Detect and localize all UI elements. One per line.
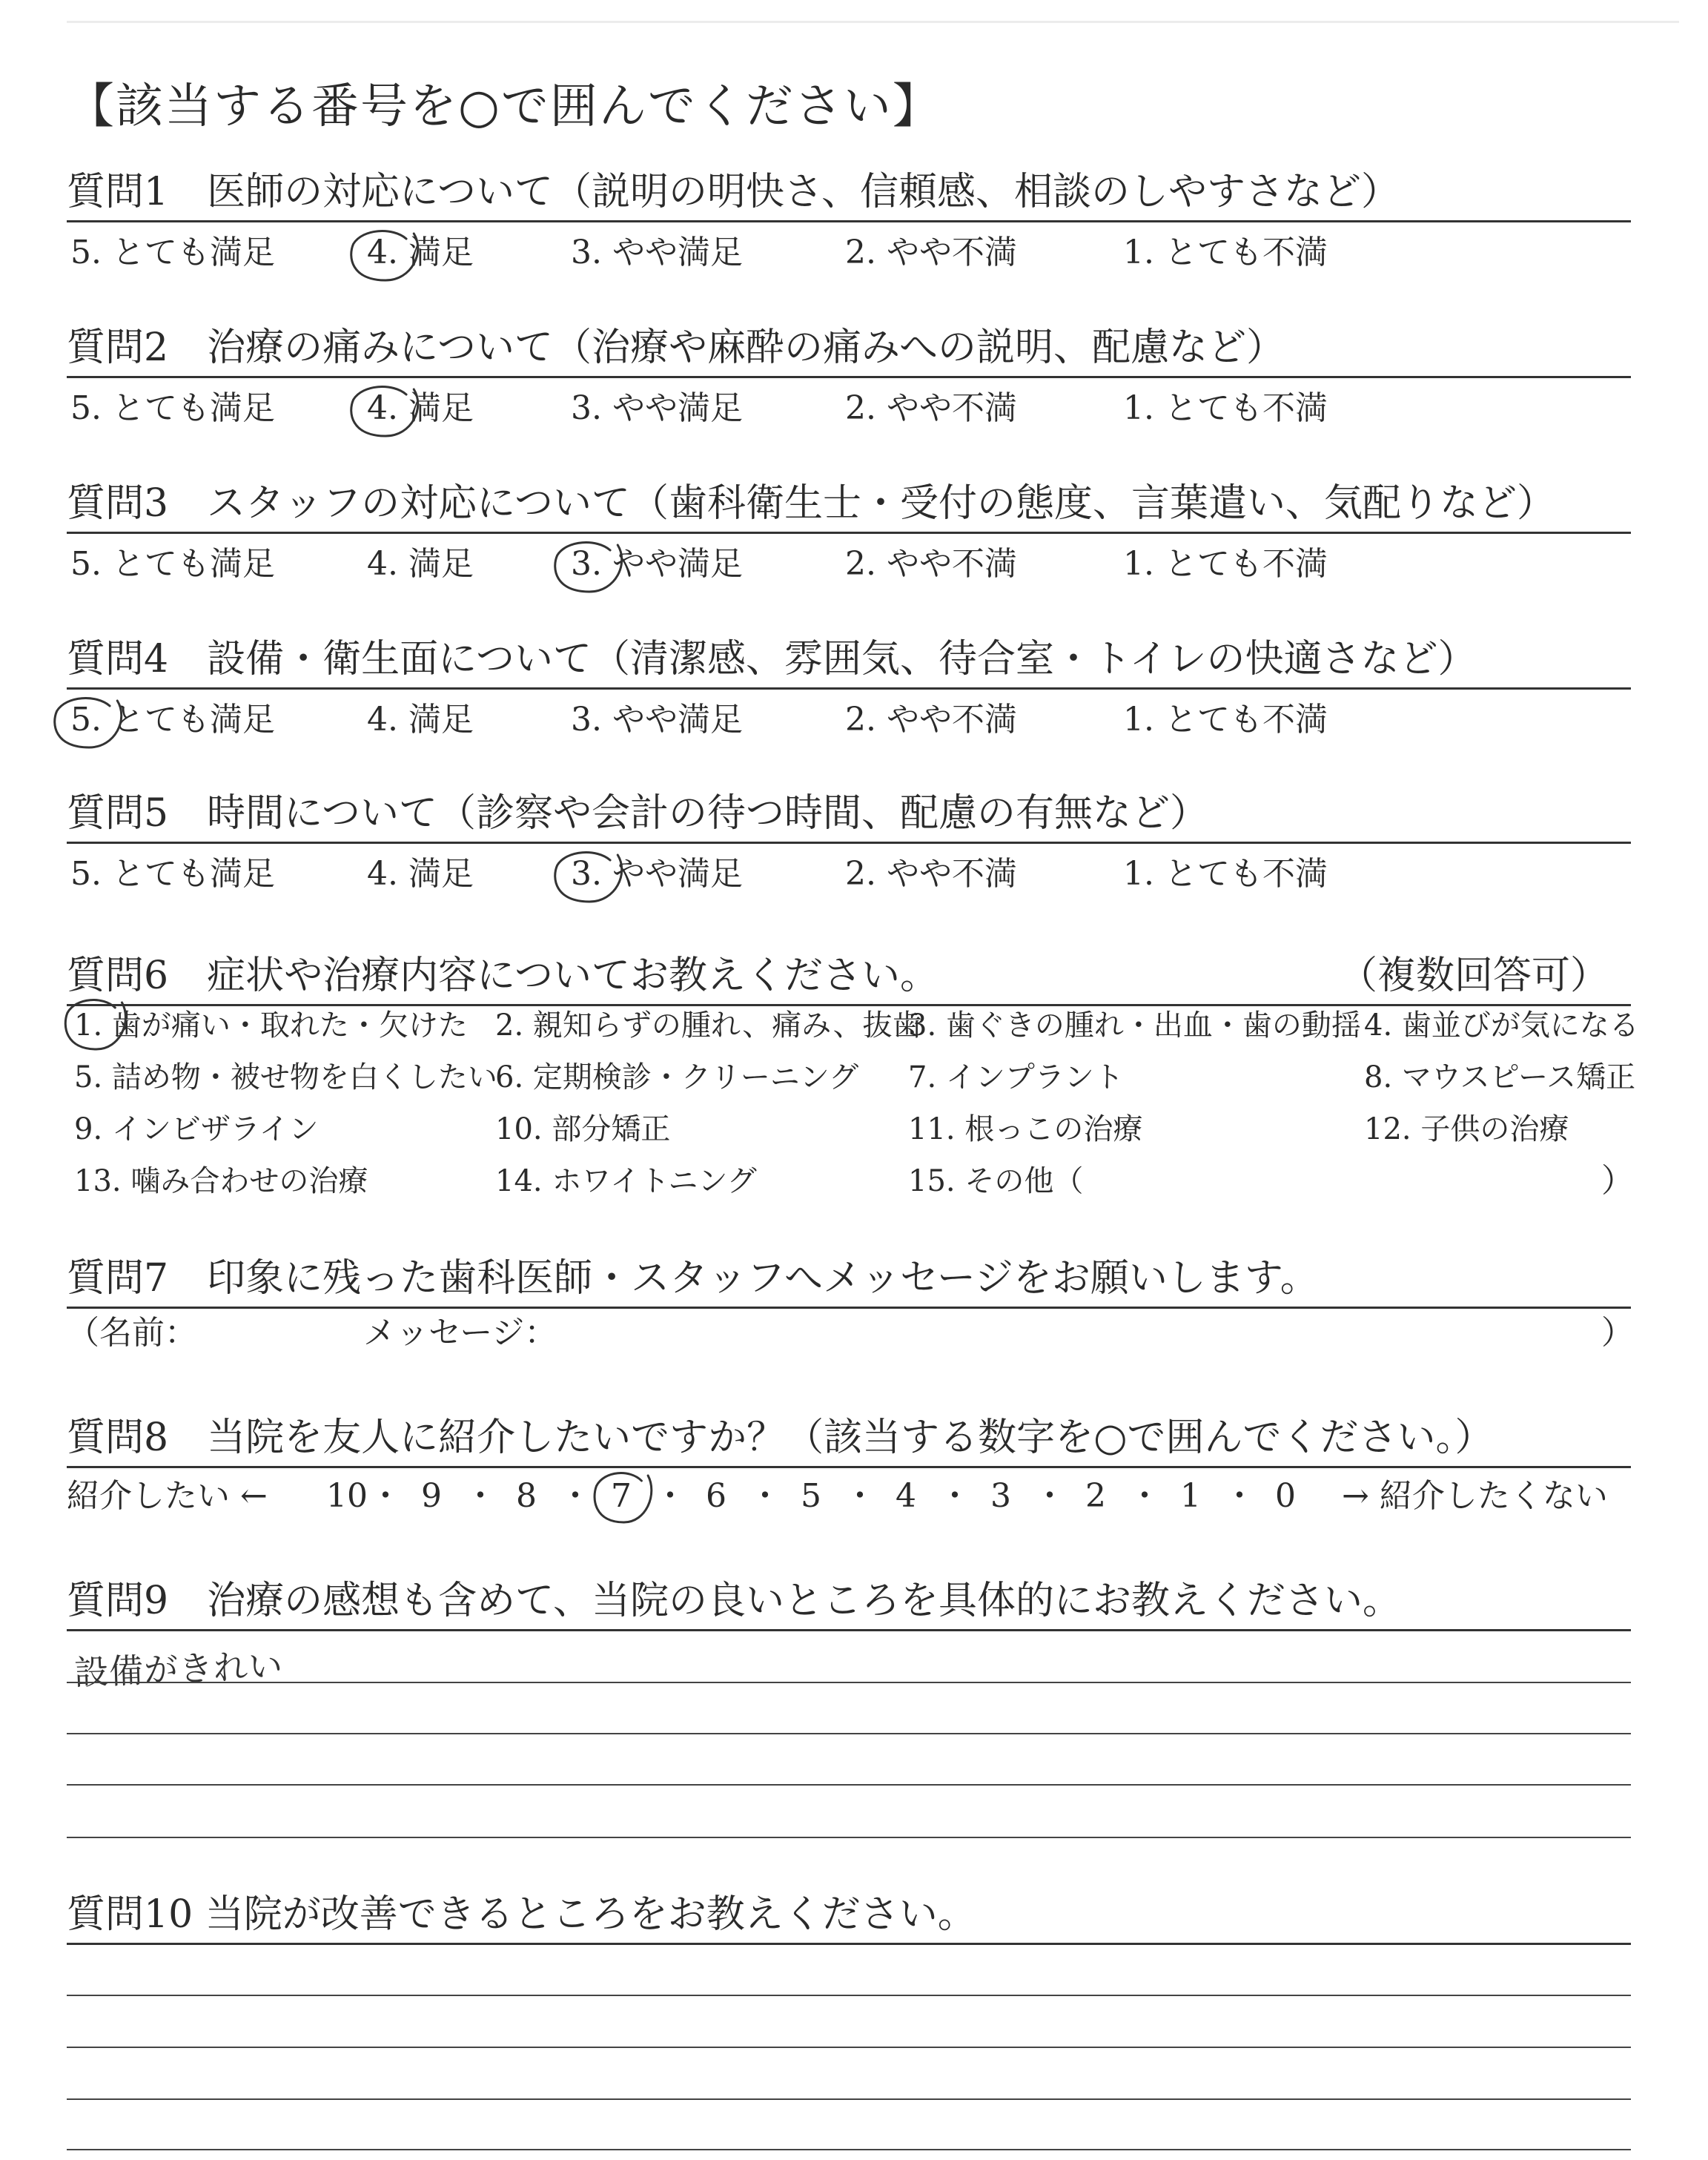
q8-scale-6[interactable]: 6 (706, 1477, 726, 1515)
question-10-heading (67, 1889, 1631, 1945)
q6-option-7[interactable]: 7. インプラント (908, 1060, 1124, 1094)
q8-scale-separator: ・ (749, 1477, 781, 1515)
page-header: 【該当する番号を○で囲んでください】 (67, 79, 941, 134)
q8-scale-separator: ・ (654, 1477, 686, 1515)
q6-option-12[interactable]: 12. 子供の治療 (1364, 1112, 1569, 1146)
q2-option-5[interactable]: 5. とても満足 (70, 389, 275, 427)
q7-name-label: （名前： (67, 1314, 197, 1352)
q4-option-3[interactable]: 3. やや満足 (571, 701, 743, 739)
q6-option-2[interactable]: 2. 親知らずの腫れ、痛み、抜歯 (495, 1008, 922, 1043)
q6-option-15[interactable]: 15. その他（ (908, 1164, 1084, 1198)
question-5-label: 質問5 時間について（診察や会計の待つ時間、配慮の有無など） (67, 791, 1209, 836)
q7-message-label: メッセージ： (363, 1314, 557, 1352)
q9-handwritten-answer: 設備がきれい (73, 1645, 284, 1693)
q5-option-3[interactable]: 3. やや満足 (571, 855, 743, 893)
q3-option-4[interactable]: 4. 満足 (367, 545, 474, 583)
q8-scale-separator: ・ (369, 1477, 402, 1515)
question-7-label: 質問7 印象に残った歯科医師・スタッフへメッセージをお願いします。 (67, 1256, 1319, 1301)
q1-option-1[interactable]: 1. とても不満 (1123, 234, 1328, 271)
top-edge-line (67, 21, 1679, 23)
q9-answer-line[interactable] (67, 1733, 1631, 1734)
q3-option-5[interactable]: 5. とても満足 (70, 545, 275, 583)
question-6-heading (67, 951, 1631, 1006)
question-2-label: 質問2 治療の痛みについて（治療や麻酔の痛みへの説明、配慮など） (67, 326, 1285, 370)
question-4-heading (67, 634, 1631, 690)
question-8-label: 質問8 当院を友人に紹介したいですか？（該当する数字を○で囲んでください。） (67, 1416, 1494, 1460)
question-5-heading (67, 788, 1631, 844)
q8-scale-10[interactable]: 10 (326, 1477, 368, 1515)
q2-option-3[interactable]: 3. やや満足 (571, 389, 743, 427)
q3-option-1[interactable]: 1. とても不満 (1123, 545, 1328, 583)
q7-answer-area[interactable] (67, 1312, 1631, 1357)
question-1-label: 質問1 医師の対応について（説明の明快さ、信頼感、相談のしやすさなど） (67, 170, 1400, 214)
q9-answer-line[interactable] (67, 1682, 1631, 1683)
q5-option-1[interactable]: 1. とても不満 (1123, 855, 1328, 893)
question-3-heading (67, 478, 1631, 534)
q8-scale-separator: ・ (844, 1477, 876, 1515)
q5-option-2[interactable]: 2. やや不満 (845, 855, 1017, 893)
question-8-heading (67, 1413, 1631, 1468)
q10-answer-line[interactable] (67, 2149, 1631, 2150)
q8-scale-separator: ・ (1033, 1477, 1066, 1515)
q3-option-2[interactable]: 2. やや不満 (845, 545, 1017, 583)
q5-option-5[interactable]: 5. とても満足 (70, 855, 275, 893)
question-1-heading (67, 167, 1631, 222)
q10-answer-line[interactable] (67, 2098, 1631, 2100)
q8-scale-separator: ・ (1128, 1477, 1161, 1515)
q6-option-5[interactable]: 5. 詰め物・被せ物を白くしたい (74, 1060, 497, 1094)
question-6-note: （複数回答可） (1338, 954, 1609, 998)
question-9-heading (67, 1576, 1631, 1631)
q1-option-4[interactable]: 4. 満足 (367, 234, 474, 271)
question-6-label: 質問6 症状や治療内容についてお教えください。 (67, 954, 939, 998)
q8-scale-separator: ・ (1223, 1477, 1256, 1515)
question-7-heading (67, 1253, 1631, 1309)
q1-option-2[interactable]: 2. やや不満 (845, 234, 1017, 271)
q10-answer-line[interactable] (67, 2047, 1631, 2048)
q6-option-4[interactable]: 4. 歯並びが気になる (1364, 1008, 1639, 1043)
q2-option-4[interactable]: 4. 満足 (367, 389, 474, 427)
q2-option-1[interactable]: 1. とても不満 (1123, 389, 1328, 427)
q3-option-3[interactable]: 3. やや満足 (571, 545, 743, 583)
q6-option-10[interactable]: 10. 部分矯正 (495, 1112, 671, 1146)
q8-scale-8[interactable]: 8 (516, 1477, 537, 1515)
question-9-label: 質問9 治療の感想も含めて、当院の良いところを具体的にお教えください。 (67, 1579, 1402, 1623)
question-3-label: 質問3 スタッフの対応について（歯科衛生士・受付の態度、言葉遣い、気配りなど） (67, 481, 1556, 526)
q6-option-13[interactable]: 13. 噛み合わせの治療 (74, 1164, 368, 1198)
q8-scale-separator: ・ (464, 1477, 497, 1515)
q1-option-5[interactable]: 5. とても満足 (70, 234, 275, 271)
q6-option-9[interactable]: 9. インビザライン (74, 1112, 319, 1146)
question-10-label: 質問10 当院が改善できるところをお教えください。 (67, 1892, 976, 1937)
q8-scale-4[interactable]: 4 (896, 1477, 916, 1515)
q8-scale-separator: ・ (939, 1477, 971, 1515)
q7-close-paren: ） (1601, 1314, 1634, 1352)
q8-scale-0[interactable]: 0 (1275, 1477, 1296, 1515)
q6-option-11[interactable]: 11. 根っこの治療 (908, 1112, 1143, 1146)
q4-option-2[interactable]: 2. やや不満 (845, 701, 1017, 739)
q8-scale-separator: ・ (559, 1477, 592, 1515)
question-2-heading (67, 323, 1631, 378)
q8-scale-2[interactable]: 2 (1085, 1477, 1106, 1515)
q5-option-4[interactable]: 4. 満足 (367, 855, 474, 893)
q8-scale-5[interactable]: 5 (801, 1477, 821, 1515)
q9-answer-line[interactable] (67, 1837, 1631, 1838)
q6-option-6[interactable]: 6. 定期検診・クリーニング (495, 1060, 859, 1094)
q2-option-2[interactable]: 2. やや不満 (845, 389, 1017, 427)
q8-left-label: 紹介したい ← (67, 1477, 268, 1515)
question-4-label: 質問4 設備・衛生面について（清潔感、雰囲気、待合室・トイレの快適さなど） (67, 637, 1477, 681)
q6-option-14[interactable]: 14. ホワイトニング (495, 1164, 757, 1198)
q8-scale-3[interactable]: 3 (990, 1477, 1011, 1515)
q8-right-label: → 紹介したくない (1342, 1477, 1608, 1515)
q8-scale-9[interactable]: 9 (421, 1477, 442, 1515)
q8-scale-7[interactable]: 7 (611, 1477, 632, 1515)
q8-scale-1[interactable]: 1 (1180, 1477, 1201, 1515)
q6-option-1[interactable]: 1. 歯が痛い・取れた・欠けた (74, 1008, 468, 1043)
q4-option-4[interactable]: 4. 満足 (367, 701, 474, 739)
q4-option-1[interactable]: 1. とても不満 (1123, 701, 1328, 739)
q1-option-3[interactable]: 3. やや満足 (571, 234, 743, 271)
q6-other-close-paren: ） (1601, 1162, 1634, 1200)
q6-option-8[interactable]: 8. マウスピース矯正 (1364, 1060, 1636, 1094)
q6-option-3[interactable]: 3. 歯ぐきの腫れ・出血・歯の動揺 (908, 1008, 1361, 1043)
q4-option-5[interactable]: 5. とても満足 (70, 701, 275, 739)
q9-answer-line[interactable] (67, 1784, 1631, 1786)
q10-answer-line[interactable] (67, 1995, 1631, 1996)
